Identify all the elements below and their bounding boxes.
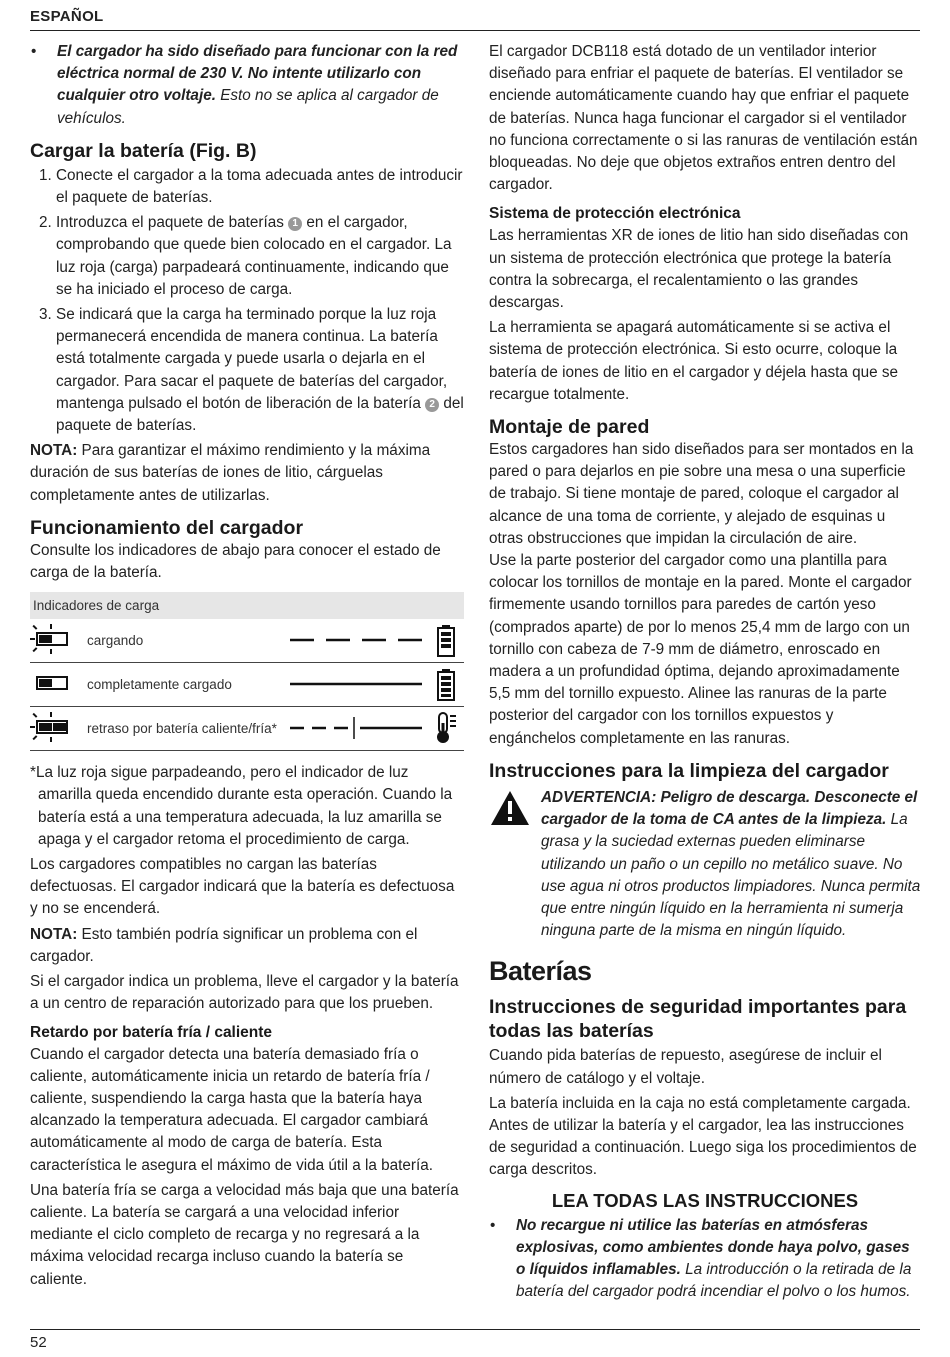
led-blinking-red-icon	[36, 632, 68, 646]
section-label: ESPAÑOL	[30, 8, 104, 25]
left-column	[30, 41, 464, 1291]
fan-text: El cargador DCB118 está dotado de un ventilador interior diseñado para enfriar el paquete de baterías. El ventilador se enciende automáticamente cuando hay que enfriar el paquete de baterías. Nunca haga funcionar el cargador si el ventilador no funciona correctamente o si las ranuras de ventilación están bloqueadas. No deje que objetos extraños entren dentro del cargador.	[489, 43, 918, 194]
table-header: Indicadores de carga	[30, 592, 464, 619]
explosive-bold-text: No recargue ni utilice las baterías en atmósferas explosivas, como ambientes donde haya polvo, gases o líquidos inflamables.	[516, 1216, 910, 1278]
operation-text: Consulte los indicadores de abajo para conocer el estado de carga de la batería.	[30, 541, 441, 582]
page-footer	[30, 1329, 920, 1351]
step-3: 3. Se indicará que la carga ha terminado porque la luz roja permanecerá encendida de manera continua. La batería está totalmente cargada y puede usarla o dejarla en el cargador. Para sacar el paquete de baterías del cargador, mantenga pulsado el botón de liberación de la batería 2 del paquete de baterías.	[39, 306, 464, 435]
blinking-line-icon	[290, 633, 460, 647]
led-solid-red-icon	[36, 676, 68, 690]
shock-warning	[489, 787, 921, 942]
wall-mount-heading: Montaje de pared	[489, 416, 650, 439]
delay-paragraph-1: Cuando el cargador detecta una batería demasiado fría o caliente, automáticamente inicia un retardo de batería fría / caliente, suspendiendo la carga hasta que la batería haya alcanzado la temperatura adecuada. El cargador cambiará automáticamente al modo de carga de batería. Esta característica le asegura el máximo de vida útil a la batería.	[30, 1045, 434, 1174]
table-row	[30, 707, 464, 751]
charge-indicators-table	[30, 592, 464, 751]
charge-heading: Cargar la batería (Fig. B)	[30, 139, 257, 162]
battery-full-icon	[436, 668, 456, 701]
page-number: 52	[30, 1334, 47, 1351]
safety-paragraph-1: Cuando pida baterías de repuesto, asegúrese de incluir el número de catálogo y el voltaje.	[489, 1047, 882, 1087]
operation-heading: Funcionamiento del cargador	[30, 516, 304, 539]
delay-heading: Retardo por batería fría / caliente	[30, 1023, 273, 1041]
table-row	[30, 619, 464, 663]
explosive-italic-text: La introducción o la retirada de la batería del cargador podrá incendiar el polvo o los humos.	[516, 1260, 912, 1301]
solid-line-icon	[290, 677, 460, 691]
note-2: NOTA: Esto también podría significar un problema con el cargador.	[30, 925, 418, 965]
explosive-bullet	[489, 1215, 921, 1304]
page-header	[30, 8, 920, 31]
thermometer-icon	[434, 711, 460, 745]
safety-paragraph-2: La batería incluida en la caja no está completamente cargada. Antes de utilizar la batería y el cargador, lea las instrucciones de seguridad a continuación. Luego siga los procedimientos de carga descritos.	[489, 1094, 917, 1179]
led-red-yellow-icon	[36, 720, 68, 734]
step-2: 2. Introduzca el paquete de baterías 1 en el cargador, comprobando que quede bien colocado en el cargador. La luz roja (carga) parpadeará continuamente, indicando que se ha iniciado el proceso de carga.	[39, 214, 452, 298]
footnote: *La luz roja sigue parpadeando, pero el indicador de luz amarilla queda encendido durante esta operación. Cuando la batería está a una temperatura adecuada, la luz amarilla se apaga y el cargador retoma el procedimiento de carga.	[30, 764, 453, 848]
marker-1-icon: 1	[288, 217, 302, 231]
safety-heading: Instrucciones de seguridad importantes para todas las baterías	[489, 996, 907, 1043]
read-all-heading: LEA TODAS LAS INSTRUCCIONES	[551, 1189, 859, 1211]
wall-paragraph-1: Estos cargadores han sido diseñados para ser montados en la pared o para dejarlos en pie sobre una mesa o una superficie de trabajo. Si tiene montaje de pared, coloque el cargador al alcance de una toma de corriente, y alejado de esquinas u otras obstrucciones que impidan la circulación de aire.	[489, 441, 914, 547]
voltage-italic-text: Esto no se aplica al cargador de vehículos.	[57, 87, 439, 127]
battery-charging-icon	[436, 624, 456, 657]
table-row	[30, 663, 464, 707]
protection-heading: Sistema de protección electrónica	[489, 205, 741, 223]
warning-bold-text: ADVERTENCIA: Peligro de descarga. Desconecte el cargador de la toma de CA antes de la limpieza.	[541, 788, 918, 829]
protection-paragraph-1: Las herramientas XR de iones de litio han sido diseñadas con un sistema de protección electrónica que protege la batería contra la sobrecarga, el recalentamiento o las grandes descargas.	[489, 227, 909, 312]
voltage-bullet	[30, 41, 464, 130]
bullet-dot: •	[490, 1216, 496, 1234]
cleaning-heading: Instrucciones para la limpieza del cargador	[489, 759, 889, 782]
row-label: completamente cargado	[87, 677, 232, 693]
row-label: cargando	[87, 633, 144, 649]
bullet-dot: •	[31, 43, 37, 60]
note-1: NOTA: Para garantizar el máximo rendimiento y la máxima duración de sus baterías de iones de litio, cárguelas completamente antes de utilizarlas.	[30, 442, 431, 504]
wall-paragraph-2: Use la parte posterior del cargador como una plantilla para colocar los tornillos de montaje en la pared. Monte el cargador firmemente usando tornillos para paredes de cartón yeso (comprados aparte) de por lo menos 25,4 mm de largo con un tornillo con cabeza de 7-9 mm de diámetro, enroscado en madera a un profundidad óptima, dejando aproximadamente 5,5 mm del tornillo expuesto. Alinee las ranuras de la parte posterior del cargador con los tornillos expuestos y engánchelos completamente en las ranuras.	[489, 552, 912, 747]
protection-paragraph-2: La herramienta se apagará automáticamente si se activa el sistema de protección electrónica. Si esto ocurre, coloque la batería de iones de litio en el cargador y déjela hasta que se recargue totalmente.	[489, 319, 899, 403]
problem-text: Si el cargador indica un problema, lleve el cargador y la batería a un centro de reparación autorizado para que los prueben.	[30, 973, 459, 1013]
right-column	[489, 41, 921, 1303]
row-label: retraso por batería caliente/fría*	[87, 721, 277, 737]
marker-2-icon: 2	[425, 398, 439, 412]
voltage-bold-text: El cargador ha sido diseñado para funcionar con la red eléctrica normal de 230 V. No intente utilizarlo con cualquier otro voltaje.	[57, 43, 458, 105]
warning-italic-text: La grasa y la suciedad externas pueden eliminarse utilizando un paño o un cepillo no metálico suave. No use agua ni otros productos limpiadores. Nunca permita que entre ningún líquido en la herramienta ni sumerja ninguna parte de la misma en ningún líquido.	[541, 811, 921, 940]
defective-text: Los cargadores compatibles no cargan las baterías defectuosas. El cargador indicará que la batería es defectuosa y no se encenderá.	[30, 856, 455, 918]
warning-triangle-icon	[489, 789, 531, 827]
delay-paragraph-2: Una batería fría se carga a velocidad más baja que una batería caliente. La batería se cargará a una velocidad inferior mediante el ciclo completo de recarga y no regresará a la máxima velocidad recarga incluso cuando la batería se caliente.	[30, 1181, 459, 1288]
step-1: 1. Conecte el cargador a la toma adecuada antes de introducir el paquete de baterías.	[39, 166, 463, 207]
batteries-title: Baterías	[489, 956, 592, 987]
